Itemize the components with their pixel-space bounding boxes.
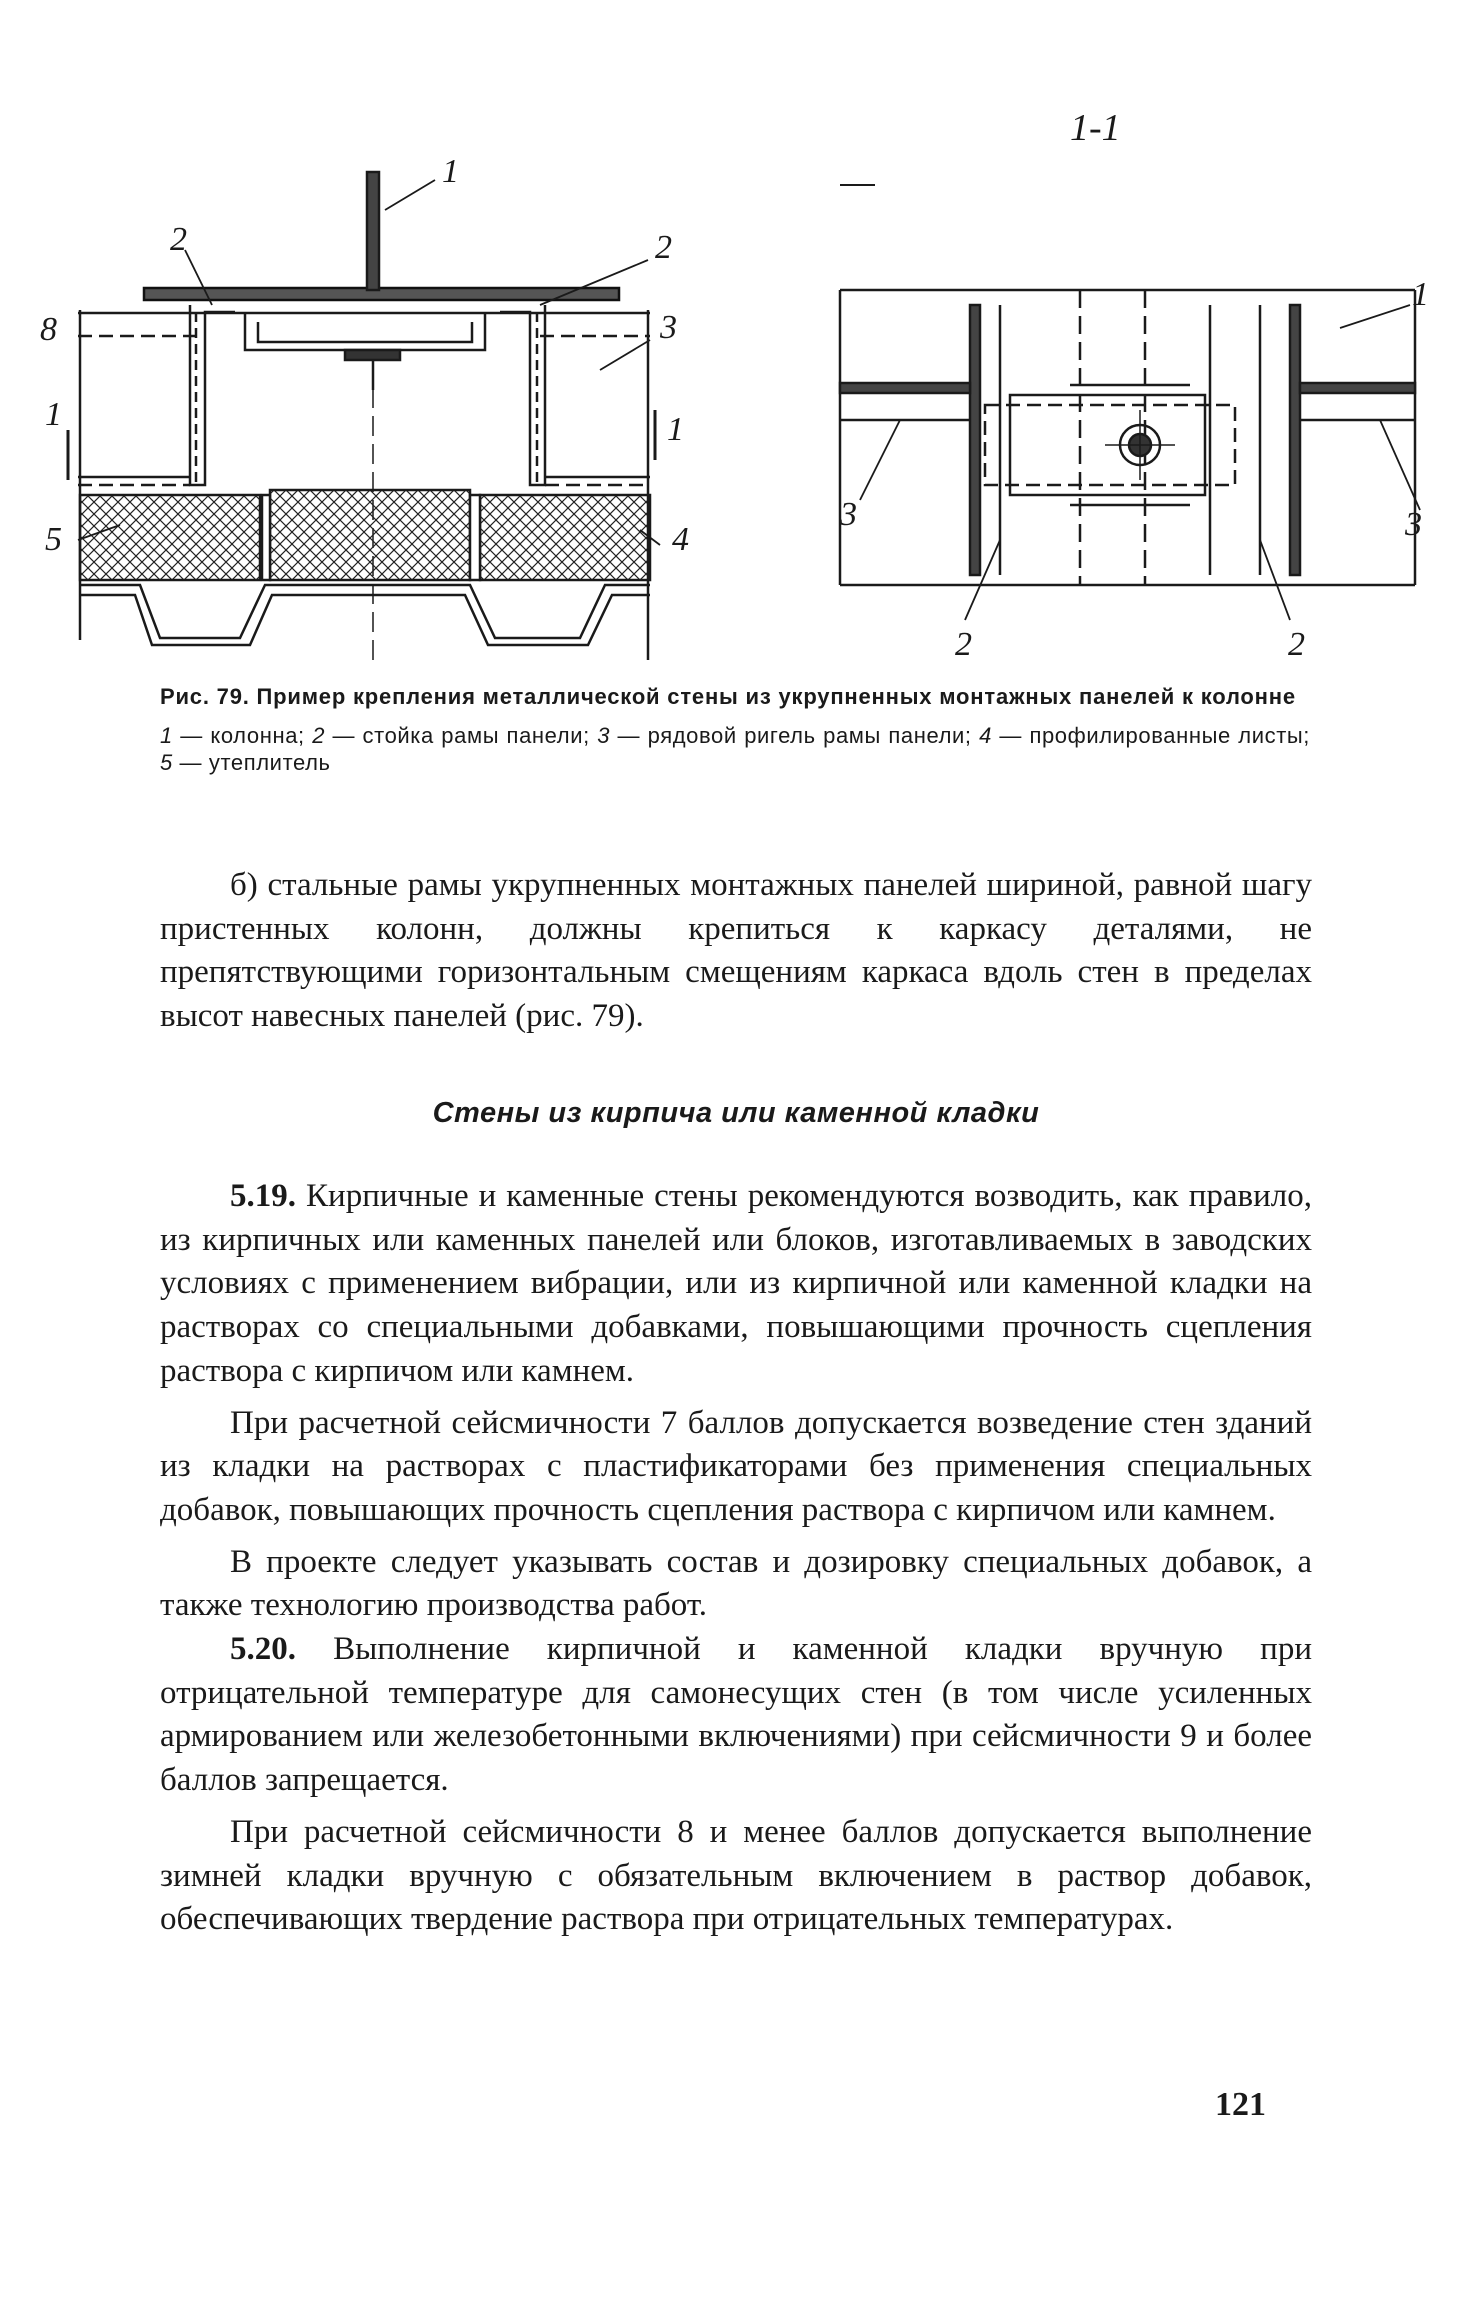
clause-number-5-19: 5.19. <box>230 1178 296 1214</box>
section-view <box>840 185 1420 620</box>
label-3: 3 <box>660 309 677 346</box>
label-4: 4 <box>672 521 689 558</box>
caption-title: Рис. 79. Пример крепления металлической стены из укрупненных монтажных панелей к колонне <box>160 684 1296 709</box>
label-3-right: 3 <box>1405 506 1422 543</box>
legend-num-4: 4 <box>979 723 992 748</box>
plan-view <box>68 172 660 660</box>
label-5: 5 <box>45 521 62 558</box>
label-1: 1 <box>442 153 459 190</box>
legend-text-2: — стойка рамы панели; <box>325 723 598 748</box>
paragraph-5-19-c: В проекте следует указывать состав и дозировку специальных добавок, а также технологию производства работ. <box>160 1543 1312 1624</box>
legend-text-1: — колонна; <box>172 723 313 748</box>
paragraph-5-19 <box>160 1175 1312 1394</box>
label-2-section-right: 2 <box>1288 626 1305 663</box>
figure-caption <box>160 683 1310 776</box>
clause-number-5-20: 5.20. <box>230 1631 296 1668</box>
legend-num-3: 3 <box>597 723 611 748</box>
legend-text-5: — утеплитель <box>172 750 331 775</box>
page-number: 121 <box>1215 2086 1266 2123</box>
legend-num-2: 2 <box>312 723 326 748</box>
legend-text-4: — профилированные листы; <box>991 723 1311 748</box>
section-heading: Стены из кирпича или каменной кладки <box>432 1097 1040 1129</box>
paragraph-5-20-text: Выполнение кирпичной и каменной кладки вручную при отрицательной температуре для самонесущих стен (в том числе усиленных армированием или железобетонными включениями) при сейсмичности 9 и более баллов запрещается. <box>160 1631 1312 1799</box>
section-mark-left: 1 <box>45 396 62 433</box>
figure-legend <box>160 722 1310 776</box>
label-2-left: 2 <box>170 221 187 258</box>
body-text <box>160 1175 1312 1942</box>
paragraph-5-20 <box>160 1628 1312 1803</box>
figure-79 <box>40 100 1440 670</box>
label-2-right: 2 <box>655 229 672 266</box>
section-mark-right: 1 <box>667 411 684 448</box>
paragraph-b: б) стальные рамы укрупненных монтажных панелей шириной, равной шагу пристенных колонн, должны крепиться к каркасу деталями, не препятствующими горизонтальным смещениям каркаса вдоль стен в пределах высот навесных панелей (рис. 79). <box>160 867 1312 1035</box>
paragraph-5-20-b: При расчетной сейсмичности 8 и менее баллов допускается выполнение зимней кладки вручную с обязательным включением в раствор добавок, обеспечивающих твердение раствора при отрицательных температурах. <box>160 1813 1312 1938</box>
legend-text-3: — рядовой ригель рамы панели; <box>610 723 980 748</box>
label-3-left: 3 <box>840 496 857 533</box>
paragraph-b-block <box>160 864 1312 1039</box>
legend-num-5: 5 <box>160 750 173 775</box>
label-1-right: 1 <box>1412 276 1429 313</box>
section-title: 1-1 <box>1070 107 1121 149</box>
paragraph-5-19-text: Кирпичные и каменные стены рекомендуются возводить, как правило, из кирпичных или каменных панелей или блоков, изготавливаемых в заводских условиях с применением вибрации, или из кирпичной или каменной кладки на растворах со специальными добавками, повышающими прочность сцепления раствора с кирпичом или камнем. <box>160 1178 1313 1389</box>
paragraph-5-19-b: При расчетной сейсмичности 7 баллов допускается возведение стен зданий из кладки на растворах с пластификаторами без применения специальных добавок, повышающих прочность сцепления раствора с кирпичом или камнем. <box>160 1404 1312 1528</box>
technical-drawing <box>40 100 1440 670</box>
label-2-section-left: 2 <box>955 626 972 663</box>
legend-num-1: 1 <box>160 723 173 748</box>
label-8: 8 <box>40 311 57 348</box>
